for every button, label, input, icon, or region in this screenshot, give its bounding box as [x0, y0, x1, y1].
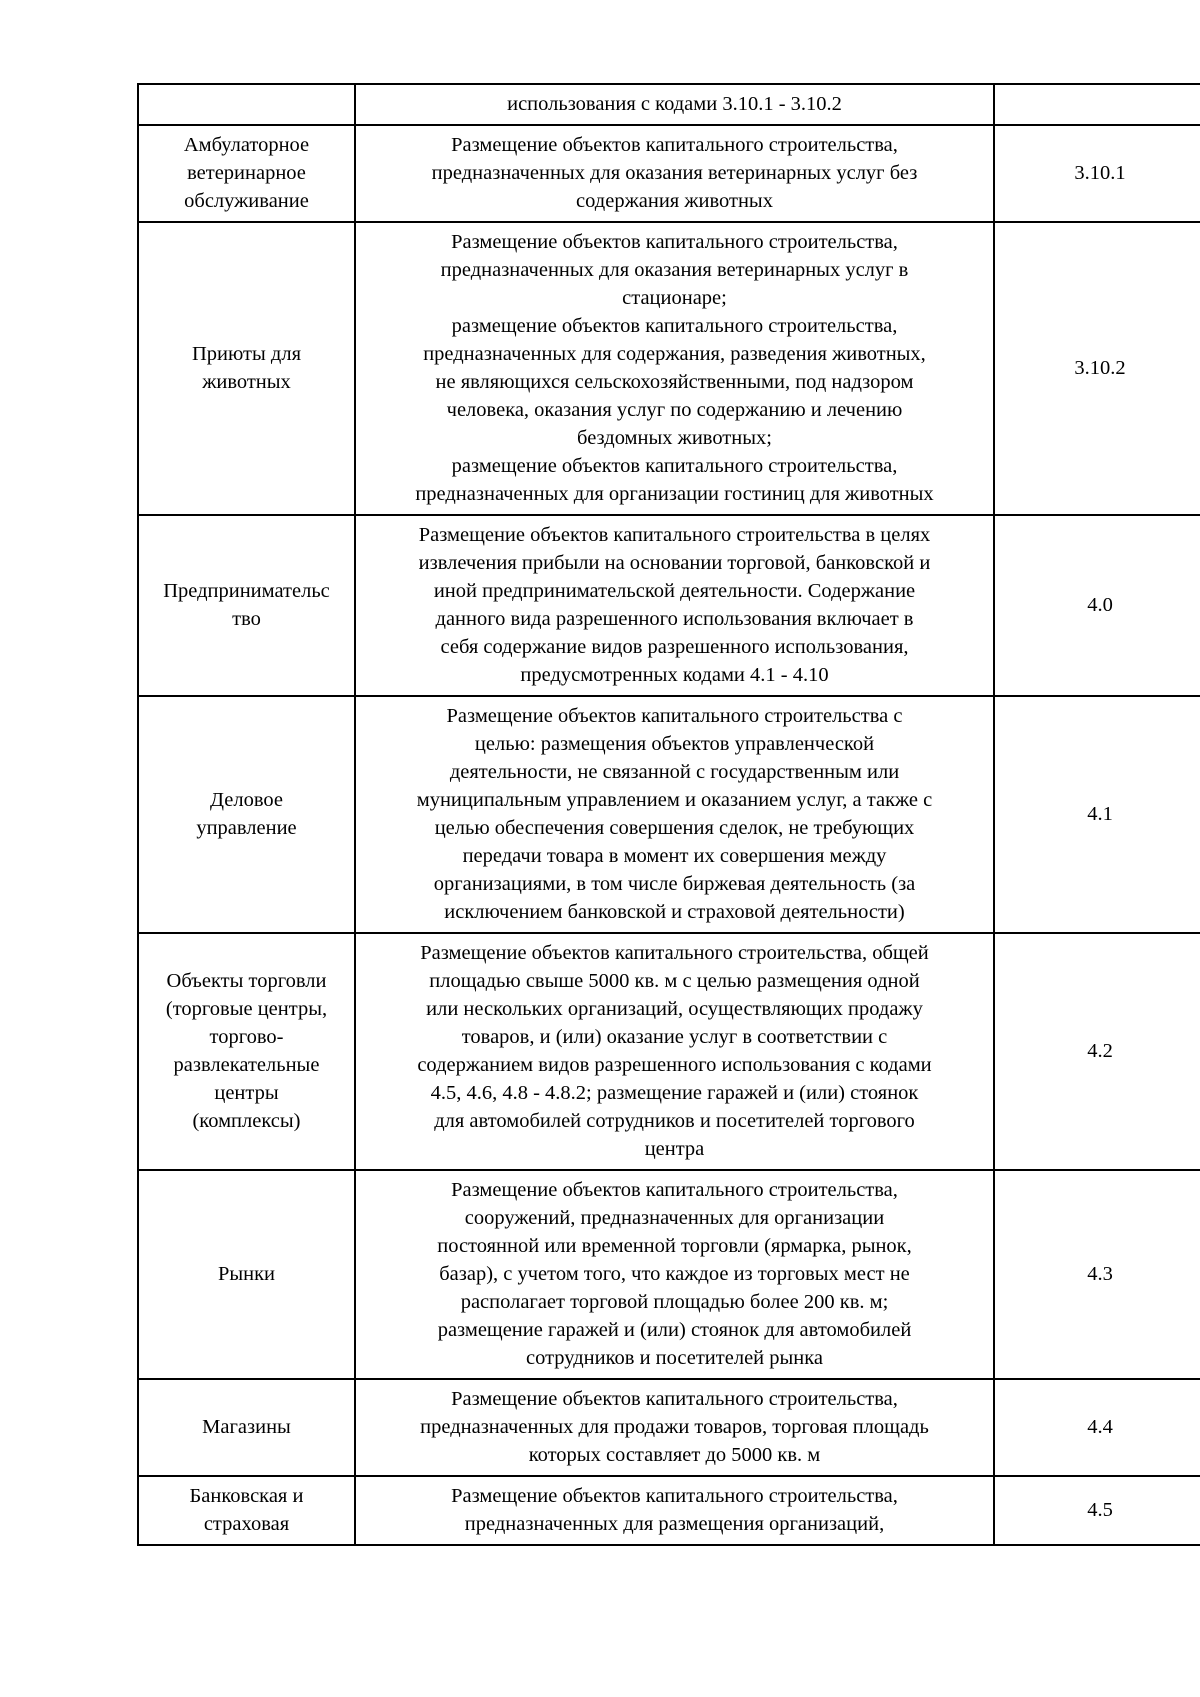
use-name-line: тво	[232, 608, 261, 630]
use-description-cell	[355, 1170, 994, 1379]
table-body	[138, 84, 1200, 1545]
use-description-cell	[355, 933, 994, 1170]
use-description-line: сотрудников и посетителей рынка	[526, 1347, 823, 1369]
use-description-line: иной предпринимательской деятельности. Содержание	[433, 580, 916, 602]
use-name-cell	[138, 125, 355, 222]
table-row	[138, 1476, 1200, 1545]
use-code-cell: 4.2	[994, 933, 1200, 1170]
use-description-line: данного вида разрешенного использования включает в	[435, 608, 914, 630]
use-name-line: Деловое	[210, 789, 283, 811]
use-description-line: 4.5, 4.6, 4.8 - 4.8.2; размещение гаражей и (или) стоянок	[430, 1082, 919, 1104]
use-description-line: товаров, и (или) оказание услуг в соответствии с	[461, 1026, 888, 1048]
use-name-line: развлекательные	[173, 1054, 320, 1076]
use-description-line: предназначенных для продажи товаров, торговая площадь	[420, 1416, 929, 1438]
use-description-line: для автомобилей сотрудников и посетителей торгового	[434, 1110, 915, 1132]
table-row	[138, 515, 1200, 696]
use-description-line: Размещение объектов капитального строительства в целях	[418, 524, 931, 546]
table-row	[138, 696, 1200, 933]
table-row	[138, 1379, 1200, 1476]
table-row	[138, 222, 1200, 515]
use-name-line: животных	[202, 371, 291, 393]
table-row	[138, 84, 1200, 125]
use-code-cell: 4.1	[994, 696, 1200, 933]
use-name-line: (торговые центры,	[165, 998, 328, 1020]
use-name-line: Рынки	[217, 1263, 276, 1285]
use-description-line: деятельности, не связанной с государственным или	[449, 761, 900, 783]
use-name-cell	[138, 1476, 355, 1545]
use-code-cell: 4.3	[994, 1170, 1200, 1379]
use-description-line: располагает торговой площадью более 200 кв. м;	[460, 1291, 889, 1313]
use-code-cell: 3.10.1	[994, 125, 1200, 222]
use-description-cell	[355, 696, 994, 933]
use-description-cell	[355, 125, 994, 222]
use-description-cell	[355, 222, 994, 515]
use-description-line: Размещение объектов капитального строительства,	[451, 1388, 898, 1410]
use-description-line: организациями, в том числе биржевая деятельность (за	[433, 873, 916, 895]
use-code-cell	[994, 84, 1200, 125]
use-name-cell	[138, 515, 355, 696]
use-description-line: предназначенных для размещения организаций,	[464, 1513, 885, 1535]
use-description-line: целью обеспечения совершения сделок, не требующих	[434, 817, 915, 839]
use-description-line: передачи товара в момент их совершения между	[462, 845, 887, 867]
use-description-line: предусмотренных кодами 4.1 - 4.10	[520, 664, 829, 686]
use-description-line: Размещение объектов капитального строительства,	[451, 134, 898, 156]
use-description-cell	[355, 515, 994, 696]
use-name-line: Банковская и	[189, 1485, 304, 1507]
use-name-line: торгово-	[209, 1026, 284, 1048]
use-description-line: бездомных животных;	[577, 427, 772, 449]
use-name-line: ветеринарное	[187, 162, 306, 184]
use-description-cell	[355, 84, 994, 125]
use-description-line: человека, оказания услуг по содержанию и лечению	[446, 399, 903, 421]
land-use-table	[137, 83, 1200, 1546]
use-description-line: предназначенных для организации гостиниц для животных	[415, 483, 934, 505]
use-description-line: предназначенных для содержания, разведения животных,	[423, 343, 926, 365]
use-description-line: использования с кодами 3.10.1 - 3.10.2	[507, 93, 842, 115]
use-description-line: содержания животных	[576, 190, 773, 212]
use-description-line: базар), с учетом того, что каждое из торговых мест не	[439, 1263, 910, 1285]
use-description-line: Размещение объектов капитального строительства,	[451, 1179, 898, 1201]
use-description-line: предназначенных для оказания ветеринарных услуг в	[440, 259, 909, 281]
use-description-line: себя содержание видов разрешенного использования,	[440, 636, 909, 658]
use-description-line: целью: размещения объектов управленческой	[474, 733, 875, 755]
use-name-line: Объекты торговли	[166, 970, 327, 992]
use-description-line: Размещение объектов капитального строительства,	[451, 231, 898, 253]
use-name-line: Амбулаторное	[183, 134, 310, 156]
use-description-line: содержанием видов разрешенного использования с кодами	[417, 1054, 932, 1076]
use-name-line: центры	[214, 1082, 279, 1104]
use-description-cell	[355, 1476, 994, 1545]
use-code-cell: 4.0	[994, 515, 1200, 696]
use-description-line: Размещение объектов капитального строительства, общей	[420, 942, 929, 964]
use-description-line: Размещение объектов капитального строительства с	[446, 705, 903, 727]
use-name-line: страховая	[203, 1513, 290, 1535]
use-name-cell	[138, 696, 355, 933]
use-description-line: исключением банковской и страховой деятельности)	[444, 901, 905, 923]
use-name-line: обслуживание	[184, 190, 309, 212]
table-row	[138, 125, 1200, 222]
use-name-cell	[138, 84, 355, 125]
use-name-cell	[138, 1170, 355, 1379]
table-row	[138, 933, 1200, 1170]
use-description-line: сооружений, предназначенных для организации	[464, 1207, 885, 1229]
use-description-line: стационаре;	[622, 287, 727, 309]
use-description-line: размещение объектов капитального строительства,	[451, 315, 898, 337]
use-description-line: или нескольких организаций, осуществляющих продажу	[426, 998, 923, 1020]
use-name-cell	[138, 933, 355, 1170]
use-description-line: постоянной или временной торговли (ярмарка, рынок,	[437, 1235, 912, 1257]
use-name-line: Магазины	[202, 1416, 291, 1438]
use-description-line: которых составляет до 5000 кв. м	[528, 1444, 821, 1466]
use-code-cell: 4.5	[994, 1476, 1200, 1545]
use-name-line: управление	[196, 817, 297, 839]
use-name-line: Предпринимательс	[163, 580, 330, 602]
table-row	[138, 1170, 1200, 1379]
use-code-cell: 4.4	[994, 1379, 1200, 1476]
use-description-line: извлечения прибыли на основании торговой, банковской и	[418, 552, 931, 574]
use-description-line: Размещение объектов капитального строительства,	[451, 1485, 898, 1507]
use-description-cell	[355, 1379, 994, 1476]
use-description-line: площадью свыше 5000 кв. м с целью размещения одной	[429, 970, 920, 992]
use-name-cell	[138, 222, 355, 515]
use-description-line: предназначенных для оказания ветеринарных услуг без	[431, 162, 918, 184]
use-code-cell: 3.10.2	[994, 222, 1200, 515]
use-description-line: муниципальным управлением и оказанием услуг, а также с	[416, 789, 933, 811]
use-description-line: не являющихся сельскохозяйственными, под надзором	[435, 371, 914, 393]
use-description-line: размещение объектов капитального строительства,	[451, 455, 898, 477]
use-name-line: Приюты для	[191, 343, 302, 365]
use-description-line: центра	[644, 1138, 705, 1160]
use-name-line: (комплексы)	[192, 1110, 301, 1132]
use-description-line: размещение гаражей и (или) стоянок для автомобилей	[437, 1319, 912, 1341]
use-name-cell	[138, 1379, 355, 1476]
